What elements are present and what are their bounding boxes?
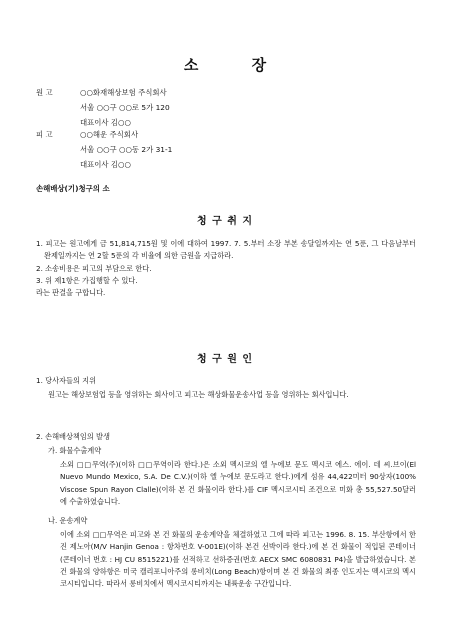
cause-section-title: 청 구 원 인 bbox=[196, 354, 254, 365]
cause-s2a-text: 소외 □□무역(주)(이하 □□무역이라 한다.)은 소외 멕시코의 엘 누에보 문도 멕시코 에스. 에이. 데 씨.브이(El Nuevo Mundo Mexico, S.A. De C.V.)(이하 엘 누에보 문도라고 한다.)에게 섬유 44,422미터 90상자(100% Viscose Spun Rayon Clalle)(이하 본 건 화물이라 한다.)를 CIF 멕시코시티 조건으로 미화 총 55,527.50달러에 수출하였습니다. bbox=[60, 460, 416, 506]
case-name: 손해배상(기)청구의 소 bbox=[36, 184, 110, 193]
defendant-representative: 대표이사 김○○ bbox=[80, 160, 131, 169]
plaintiff-label: 원 고 bbox=[36, 88, 53, 97]
cause-s2a-heading: 가. 화물수출계약 bbox=[48, 446, 102, 455]
claim-item-2: 2. 소송비용은 피고의 부담으로 한다. bbox=[36, 263, 152, 273]
cause-s1-heading: 1. 당사자들의 지위 bbox=[36, 376, 97, 385]
defendant-label: 피 고 bbox=[36, 130, 53, 139]
plaintiff-address: 서울 ○○구 ○○로 5가 120 bbox=[80, 103, 170, 112]
claim-item-1: 1. 피고는 원고에게 금 51,814,715원 및 이에 대하여 1997. 7. 5.부터 소장 부본 송달일까지는 연 5푼, 그 다음날부터 완제일까지는 연 2할 5푼의 각 비율에 의한 금원을 지급하라. bbox=[36, 239, 416, 261]
defendant-name: ○○해운 주식회사 bbox=[80, 130, 139, 139]
claims-list bbox=[36, 238, 416, 299]
cause-s1-text: 원고는 해상보험업 등을 영위하는 회사이고 피고는 해상화물운송사업 등을 영위하는 회사입니다. bbox=[48, 390, 349, 399]
cause-s2b-heading: 나. 운송계약 bbox=[48, 516, 88, 525]
plaintiff-representative: 대표이사 김○○ bbox=[80, 118, 131, 127]
defendant-address: 서울 ○○구 ○○동 2가 31-1 bbox=[80, 145, 173, 154]
claim-section-title: 청 구 취 지 bbox=[196, 216, 254, 227]
claim-conclusion: 라는 판결을 구합니다. bbox=[36, 288, 106, 298]
claim-item-3: 3. 위 제1항은 가집행할 수 있다. bbox=[36, 275, 138, 285]
cause-s2-heading: 2. 손해배상책임의 발생 bbox=[36, 432, 110, 441]
plaintiff-name: ○○화재해상보험 주식회사 bbox=[80, 88, 167, 97]
document-title: 소 장 bbox=[183, 56, 267, 74]
cause-s2b-text: 이에 소외 □□무역은 피고와 본 건 화물의 운송계약을 체결하였고 그에 따라 피고는 1996. 8. 15. 부산항에서 한진 제노아(M/V Hanjin Genoa : 항차번호 V-001E)(이하 본건 선박이라 한다.)에 본 건 화물이 적입된 콘테이너(콘테이너 번호 : HJ CU 8515221)를 선적하고 선하증권(번호 AECX SMC 6080831 P4)을 발급하였습니다. 본건 화물의 양하항은 미국 캘리포니아주의 롱비치(Long Beach)항이며 본 건 화물의 최종 인도지는 멕시코의 멕시코시티입니다. 따라서 롱비치에서 멕시코시티까지는 내륙운송 구간입니다. bbox=[60, 530, 416, 589]
